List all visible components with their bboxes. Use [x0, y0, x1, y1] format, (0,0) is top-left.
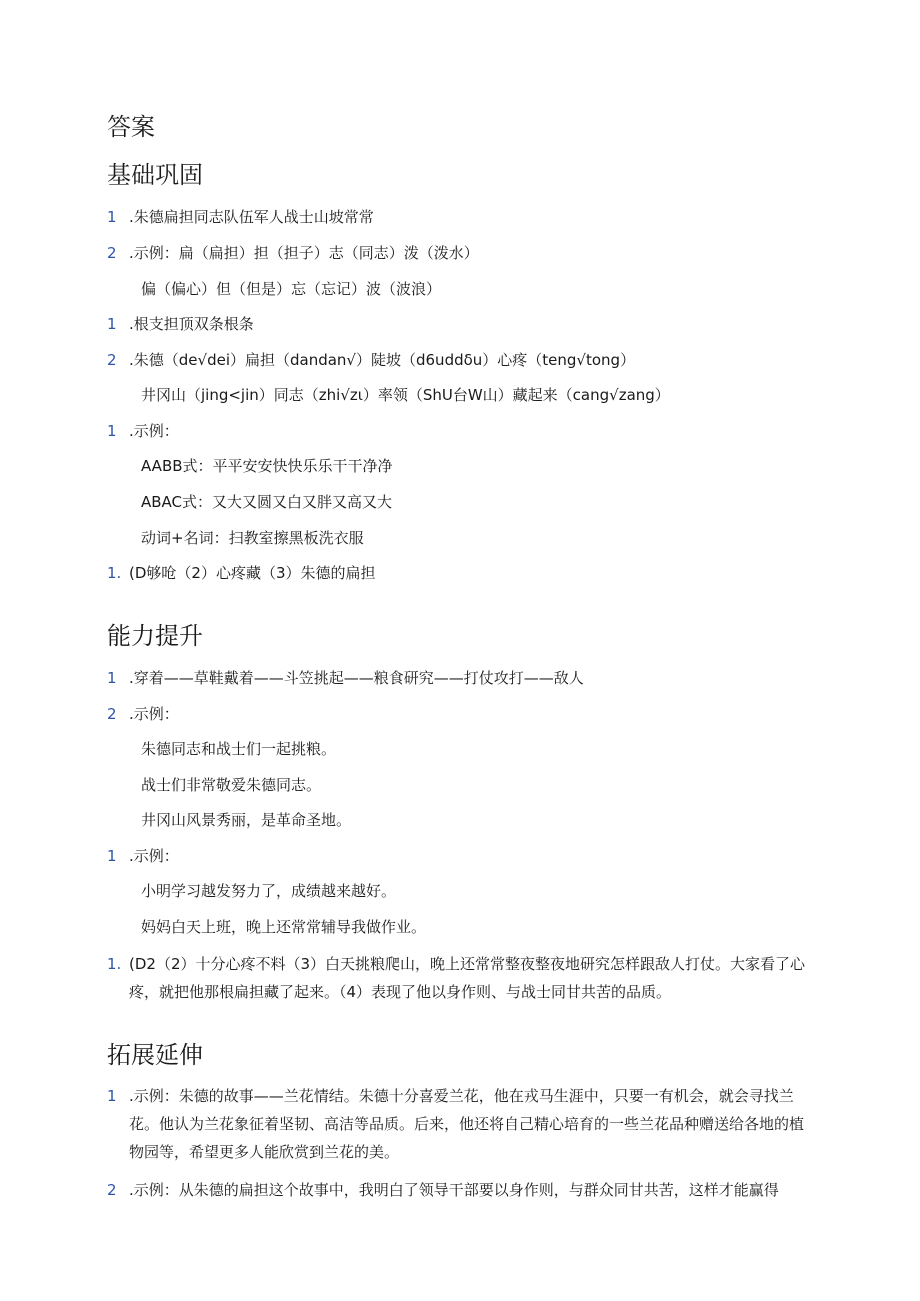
item-number: 1.: [107, 564, 122, 582]
item-number: 2: [107, 351, 117, 369]
answer-subline: 井冈山风景秀丽，是革命圣地。: [141, 811, 352, 829]
section-heading-basic: 基础巩固: [107, 161, 203, 189]
section-heading-extend: 拓展延伸: [107, 1041, 203, 1069]
answer-subline: 小明学习越发努力了，成绩越来越好。: [141, 882, 397, 900]
item-text: (D够呛（2）心疼藏（3）朱德的扁担: [129, 564, 376, 582]
item-text: .示例：: [129, 705, 179, 723]
item-number: 1: [107, 1087, 117, 1105]
item-text: .朱德扁担同志队伍军人战士山坡常常: [129, 208, 374, 226]
item-text: .示例：: [129, 847, 179, 865]
answer-subline: 动词+名词：扫教室擦黑板洗衣服: [141, 529, 364, 547]
answer-subline: 战士们非常敬爱朱德同志。: [141, 776, 322, 794]
item-number: 1: [107, 669, 117, 687]
item-number: 2: [107, 1181, 117, 1199]
answer-item: [107, 950, 810, 1008]
item-text: .示例：朱德的故事——兰花情结。朱德十分喜爱兰花，他在戎马生涯中，只要一有机会，就会寻找兰花。他认为兰花象征着坚韧、高洁等品质。后来，他还将自己精心培育的一些兰花品种赠送给各地的植物园等，希望更多人能欣赏到兰花的美。: [129, 1087, 805, 1161]
item-text: .朱德（de√dei）扁担（dandan√）陡坡（d6uddδu）心疼（teng√tong）: [129, 351, 636, 369]
item-text: .示例：从朱德的扁担这个故事中，我明白了领导干部要以身作则，与群众同甘共苦，这样才能赢得: [129, 1181, 779, 1199]
answer-subline: 偏（偏心）但（但是）忘（忘记）波（波浪）: [141, 280, 442, 298]
answer-subline: ABAC式：又大又圆又白又胖又高又大: [141, 493, 393, 511]
item-text: (D2（2）十分心疼不料（3）白天挑粮爬山，晚上还常常整夜整夜地研究怎样跟敌人打仗。大家看了心疼，就把他那根扁担藏了起来。（4）表现了他以身作则、与战士同甘共苦的品质。: [129, 955, 806, 1001]
item-text: .示例：: [129, 422, 179, 440]
answer-subline: 妈妈白天上班，晚上还常常辅导我做作业。: [141, 918, 427, 936]
section-heading-improve: 能力提升: [107, 622, 203, 650]
item-number: 1.: [107, 955, 122, 973]
answer-subline: 朱德同志和战士们一起挑粮。: [141, 740, 337, 758]
item-text: .示例：扁（扁担）担（担子）志（同志）泼（泼水）: [129, 244, 479, 262]
item-number: 2: [107, 705, 117, 723]
answer-subline: AABB式：平平安安快快乐乐干干净净: [141, 457, 393, 475]
item-number: 1: [107, 315, 117, 333]
item-number: 2: [107, 244, 117, 262]
page-title: 答案: [107, 113, 155, 141]
answer-subline: 井冈山（jing<jin）同志（zhi√zι）率领（ShU台W山）藏起来（cang√zang）: [141, 386, 670, 404]
item-number: 1: [107, 208, 117, 226]
item-text: .根支担顶双条根条: [129, 315, 254, 333]
item-number: 1: [107, 422, 117, 440]
item-number: 1: [107, 847, 117, 865]
item-text: .穿着——草鞋戴着——斗笠挑起——粮食研究——打仗攻打——敌人: [129, 669, 584, 687]
answer-item: [107, 1082, 810, 1168]
